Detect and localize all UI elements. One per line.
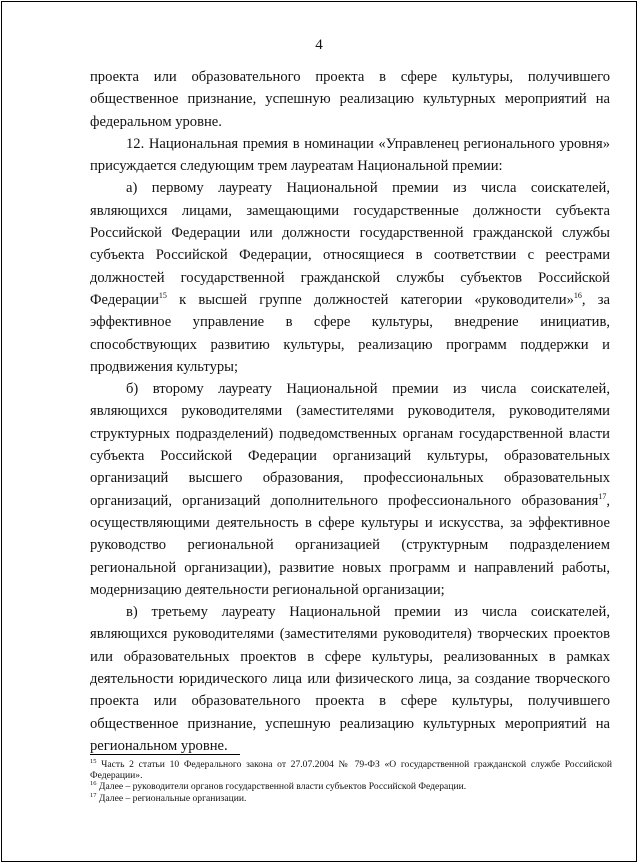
footnote-17: $^{17}$ Далее – региональные организации. xyxy=(90,791,247,804)
paragraph-item-b: б) второму лауреату Национальной премии из числа соискателей, являющихся руководителями (заместителями руководителя, руководителями структурных подразделений) подведомственных органам государственной власти субъекта Российской Федерации организаций культуры, образовательных организаций высшего образования, профессиональных образовательных организаций, организаций дополнительного профессионального образования$^{17}$, осуществляющими деятельность в сфере культуры и искусства, за эффективное руководство региональной организацией (структурным подразделением региональной организации), развитие новых программ и направлений работы, модернизацию деятельности региональной организации; xyxy=(90,381,610,598)
footnote-16: $^{16}$ Далее – руководители органов государственной власти субъектов Российской Федерации. xyxy=(90,780,467,793)
footnote-ref-17: 17 xyxy=(598,491,607,501)
paragraph-item-a: а) первому лауреату Национальной премии из числа соискателей, являющихся лицами, замещающими государственные должности субъекта Российской Федерации или должности государственной гражданской службы субъекта Российской Федерации, относящиеся в соответствии с реестрами должностей государственной гражданской службы субъектов Российской Федерации$^{15}$ к высшей группе должностей категории «руководители»$^{16}$, за эффективное управление в сфере культуры, внедрение инициатив, способствующих развитию культуры, реализацию программ поддержки и продвижения культуры; xyxy=(90,180,610,375)
paragraph-item-12: 12. Национальная премия в номинации «Управленец регионального уровня» присуждается следующим трем лауреатам Национальной премии: xyxy=(90,135,610,175)
footnote-separator xyxy=(90,754,240,755)
paragraph-item-v: в) третьему лауреату Национальной премии из числа соискателей, являющихся руководителями (заместителями руководителя) творческих проектов или образовательных проектов в сфере культуры, реализованных в рамках деятельности юридического лица или физического лица, за создание творческого проекта или образовательного проекта в сфере культуры, получившего общественное признание, успешную реализацию культурных мероприятий на региональном уровне. xyxy=(90,604,610,754)
footnote-15: $^{15}$ Часть 2 статьи 10 Федерального закона от 27.07.2004 № 79-ФЗ «О государственной гражданской службе Российской Федерации». xyxy=(90,757,612,782)
footnote-ref-16: 16 xyxy=(573,291,582,301)
document-page xyxy=(1,1,637,862)
paragraph-continuation: проекта или образовательного проекта в сфере культуры, получившего общественное признание, успешную реализацию культурных мероприятий на федеральном уровне. xyxy=(90,69,610,130)
page-number: 4 xyxy=(315,37,323,53)
document-body xyxy=(90,66,610,757)
footnote-ref-15: 15 xyxy=(158,291,167,301)
footnotes xyxy=(90,759,612,804)
